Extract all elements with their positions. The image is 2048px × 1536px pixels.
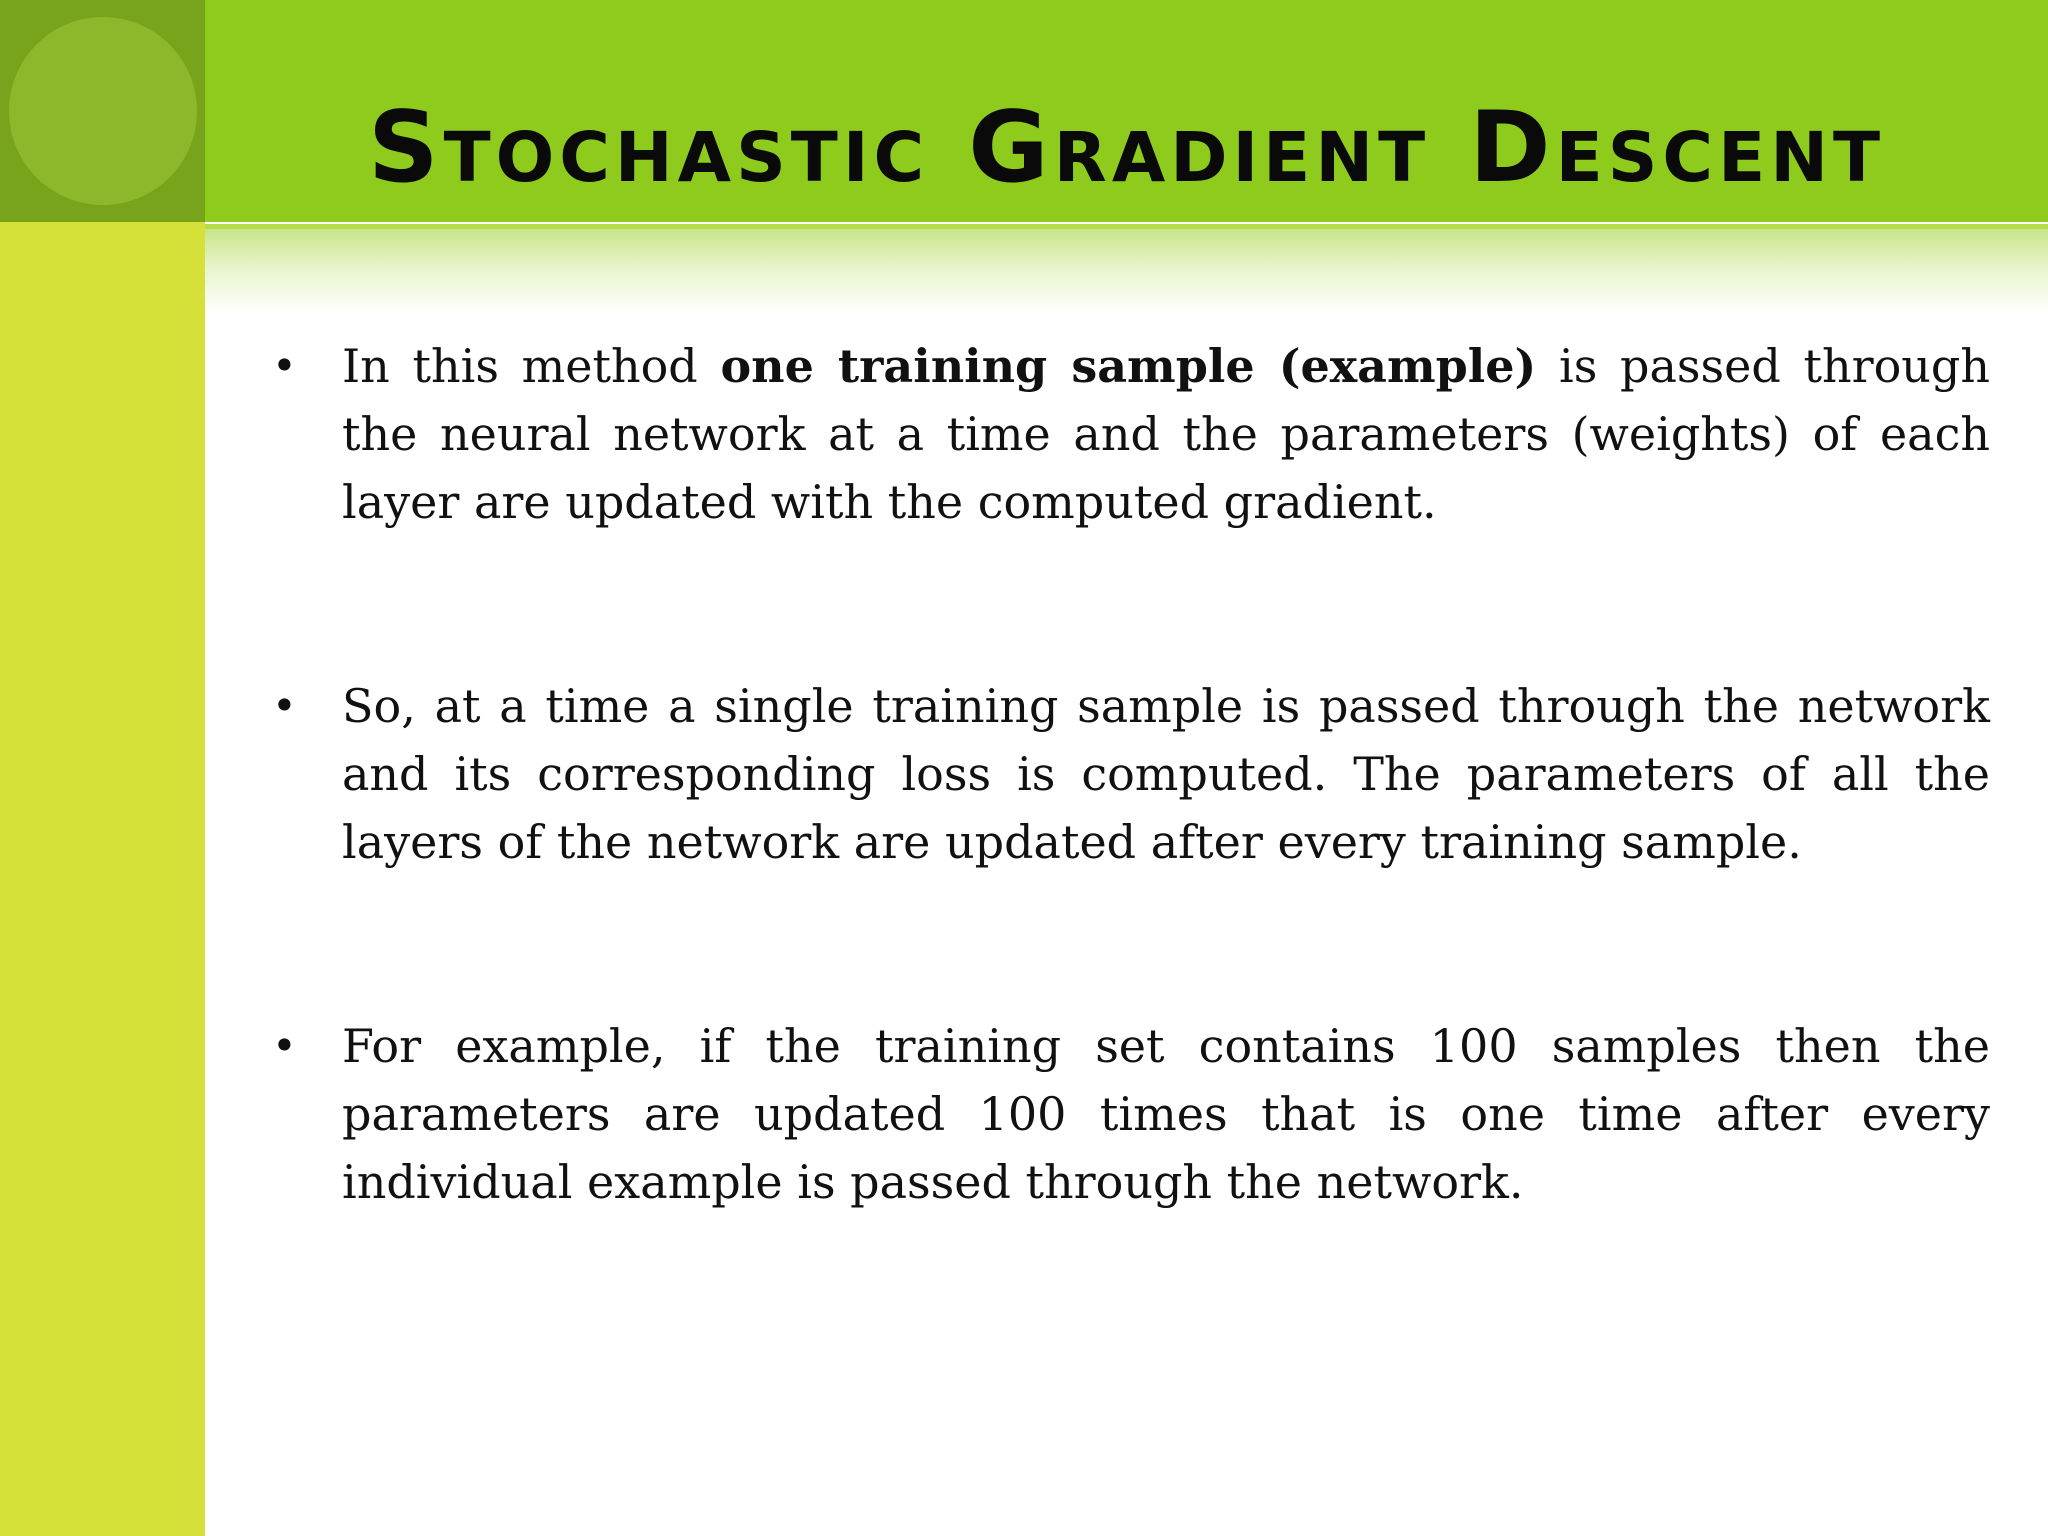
bullet-item-3 [272,1012,1990,1216]
corner-block [0,0,205,222]
bullet-dot: • [272,1021,297,1070]
header-fade [205,229,2048,315]
decorative-circle [9,17,197,205]
slide-title: Stochastic Gradient Descent [367,91,1886,205]
bullet-text-pre: In this method [342,339,721,393]
bullet-dot: • [272,681,297,730]
bullet-item-2 [272,672,1990,876]
bullet-item-1 [272,332,1990,536]
bullet-text: For example, if the training set contains 100 samples then the parameters are updated 100 times that is one time after every individual example is passed through the network. [342,1019,1990,1209]
bullet-dot: • [272,341,297,390]
bullet-text: So, at a time a single training sample is passed through the network and its corresponding loss is computed. The parameters of all the layers of the network are updated after every training sample. [342,679,1990,869]
bullet-text-bold: one training sample (example) [720,339,1537,393]
left-sidebar-strip [0,222,205,1536]
bullet-list [272,332,1990,1352]
bullet-text-post: is passed through the neural network at a time and the parameters (weights) of each layer are updated with the computed gradient. [342,339,1990,529]
